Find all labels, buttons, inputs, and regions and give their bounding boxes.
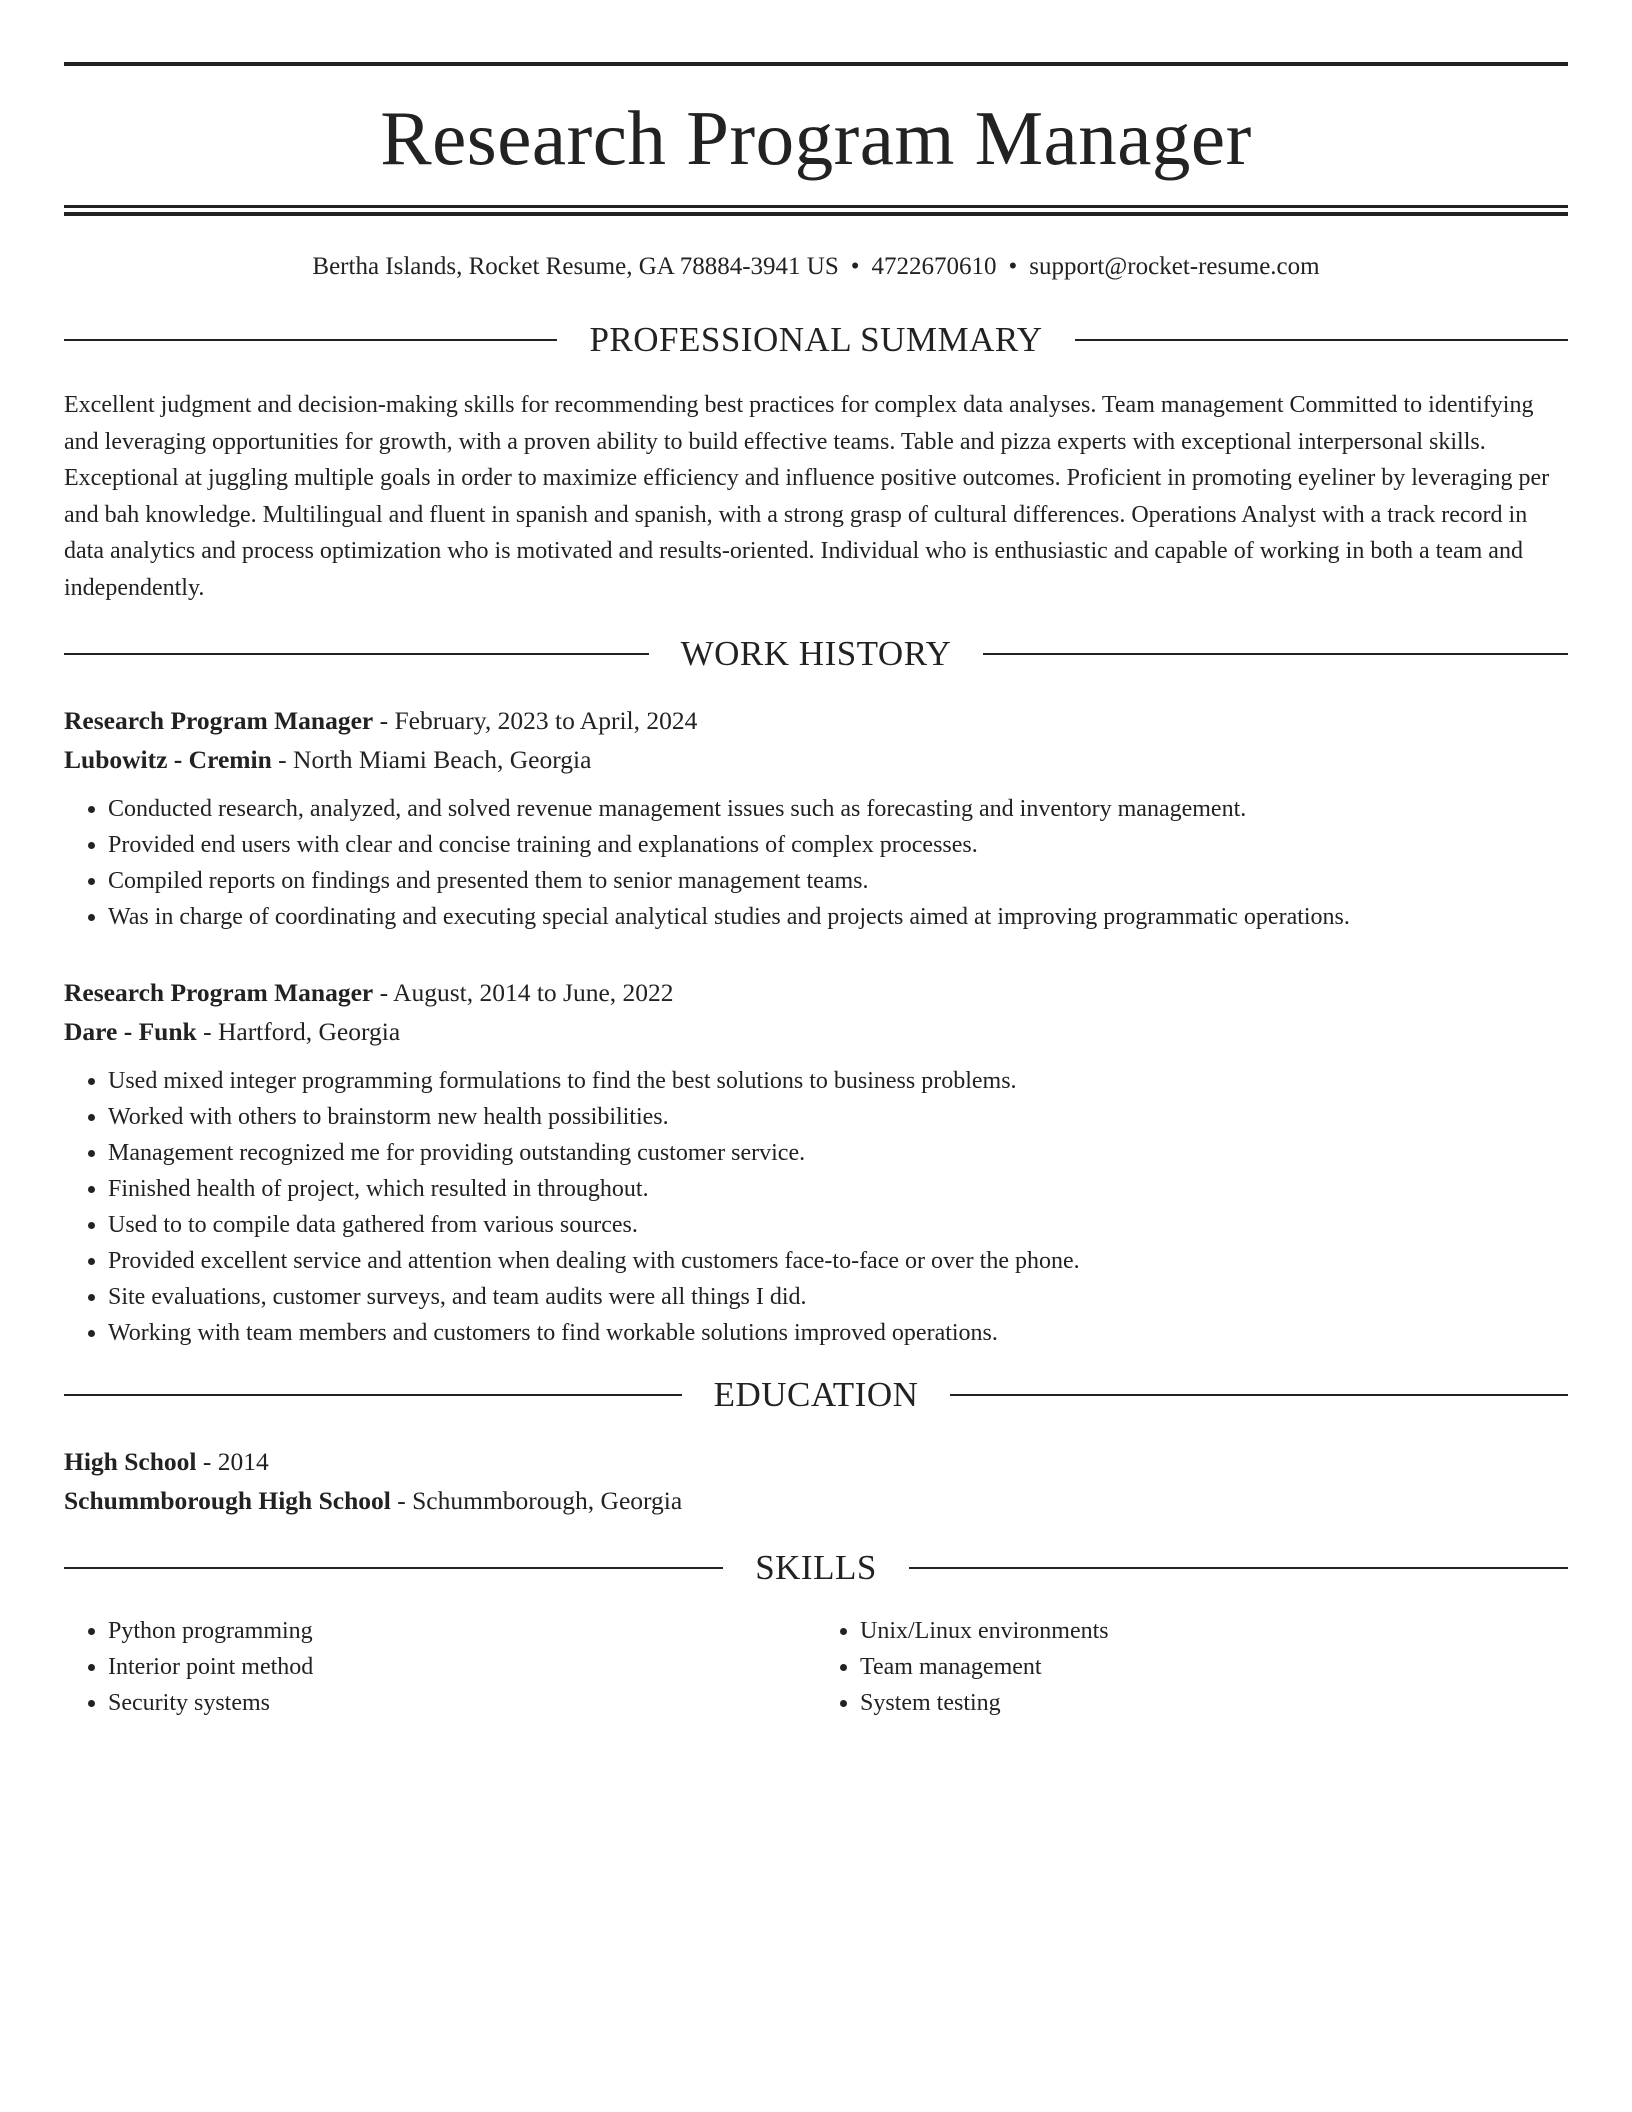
work-section-header — [64, 636, 1568, 671]
section-rule-left — [64, 339, 557, 341]
contact-separator: • — [1008, 253, 1018, 280]
job-location: - North Miami Beach, Georgia — [271, 745, 592, 774]
job-bullet-list — [64, 1063, 1568, 1351]
summary-section-header — [64, 322, 1568, 357]
section-rule-left — [64, 1394, 682, 1396]
education-school: Schummborough High School — [64, 1486, 391, 1515]
job-location: - Hartford, Georgia — [196, 1017, 401, 1046]
contact-email: support@rocket-resume.com — [1029, 253, 1320, 280]
section-rule-right — [950, 1394, 1568, 1396]
education-section-header — [64, 1377, 1568, 1412]
education-degree: High School — [64, 1447, 197, 1476]
education-degree-line — [64, 1442, 1568, 1481]
job-bullet: • Finished health of project, which resulted in throughout. — [108, 1171, 1568, 1207]
job-title: Research Program Manager — [64, 706, 374, 735]
job-bullet: • Working with team members and customers to find workable solutions improved operations. — [108, 1315, 1568, 1351]
job-bullet: • Site evaluations, customer surveys, and team audits were all things I did. — [108, 1279, 1568, 1315]
contact-phone: 4722670610 — [871, 253, 997, 280]
job-bullet: • Used to to compile data gathered from various sources. — [108, 1207, 1568, 1243]
job-bullet: • Provided end users with clear and concise training and explanations of complex processes. — [108, 827, 1568, 863]
section-rule-left — [64, 653, 649, 655]
job-company-line — [64, 740, 1568, 779]
education-heading: EDUCATION — [713, 1375, 919, 1414]
skills-heading: SKILLS — [755, 1548, 877, 1587]
work-history-list — [64, 701, 1568, 1351]
job-company: Lubowitz - Cremin — [64, 745, 272, 774]
section-rule-right — [983, 653, 1568, 655]
skill-item: • Team management — [860, 1649, 1568, 1685]
job-entry — [64, 701, 1568, 935]
education-entry — [64, 1442, 1568, 1520]
skill-item: • System testing — [860, 1685, 1568, 1721]
job-dates: - February, 2023 to April, 2024 — [373, 706, 698, 735]
job-title: Research Program Manager — [64, 978, 374, 1007]
education-school-line — [64, 1481, 1568, 1520]
summary-text: Excellent judgment and decision-making skills for recommending best practices for complex data analyses. Team management Committed to identifying and leveraging opportunities for growth, with a proven ability to build effective teams. Table and pizza experts with exceptional interpersonal skills. Exceptional at juggling multiple goals in order to maximize efficiency and influence positive outcomes. Proficient in promoting eyeliner by leveraging per and bah knowledge. Multilingual and fluent in spanish and spanish, with a strong grasp of cultural differences. Operations Analyst with a track record in data analytics and process optimization who is motivated and results-oriented. Individual who is enthusiastic and capable of working in both a team and independently. — [64, 392, 1550, 601]
skills-section-header — [64, 1550, 1568, 1585]
skill-item: • Security systems — [108, 1685, 816, 1721]
summary-heading: PROFESSIONAL SUMMARY — [589, 320, 1043, 359]
skill-item: • Unix/Linux environments — [860, 1613, 1568, 1649]
skills-list-left — [64, 1613, 816, 1721]
job-company: Dare - Funk — [64, 1017, 197, 1046]
job-bullet-list — [64, 791, 1568, 935]
education-location: - Schummborough, Georgia — [390, 1486, 683, 1515]
job-title-line — [64, 973, 1568, 1012]
skills-list-right — [816, 1613, 1568, 1721]
skills-columns — [64, 1613, 1568, 1721]
job-bullet: • Worked with others to brainstorm new health possibilities. — [108, 1099, 1568, 1135]
job-bullet: • Was in charge of coordinating and executing special analytical studies and projects aimed at improving programmatic operations. — [108, 899, 1568, 935]
job-bullet: • Provided excellent service and attention when dealing with customers face-to-face or over the phone. — [108, 1243, 1568, 1279]
job-title-line — [64, 701, 1568, 740]
job-dates: - August, 2014 to June, 2022 — [373, 978, 674, 1007]
section-rule-right — [909, 1567, 1568, 1569]
header-top-rule — [64, 62, 1568, 66]
job-bullet: • Used mixed integer programming formulations to find the best solutions to business problems. — [108, 1063, 1568, 1099]
job-entry — [64, 973, 1568, 1351]
contact-separator: • — [850, 253, 860, 280]
skill-item: • Interior point method — [108, 1649, 816, 1685]
section-rule-right — [1075, 339, 1568, 341]
resume-name: Research Program Manager — [380, 95, 1252, 181]
contact-address: Bertha Islands, Rocket Resume, GA 78884-3941 US — [312, 253, 839, 280]
section-rule-left — [64, 1567, 723, 1569]
skill-item: • Python programming — [108, 1613, 816, 1649]
header-double-rule — [64, 205, 1568, 216]
job-bullet: • Compiled reports on findings and presented them to senior management teams. — [108, 863, 1568, 899]
education-year: - 2014 — [196, 1447, 269, 1476]
job-bullet: • Conducted research, analyzed, and solved revenue management issues such as forecasting and inventory management. — [108, 791, 1568, 827]
job-company-line — [64, 1012, 1568, 1051]
job-bullet: • Management recognized me for providing outstanding customer service. — [108, 1135, 1568, 1171]
contact-line — [64, 252, 1568, 282]
work-heading: WORK HISTORY — [680, 634, 952, 673]
